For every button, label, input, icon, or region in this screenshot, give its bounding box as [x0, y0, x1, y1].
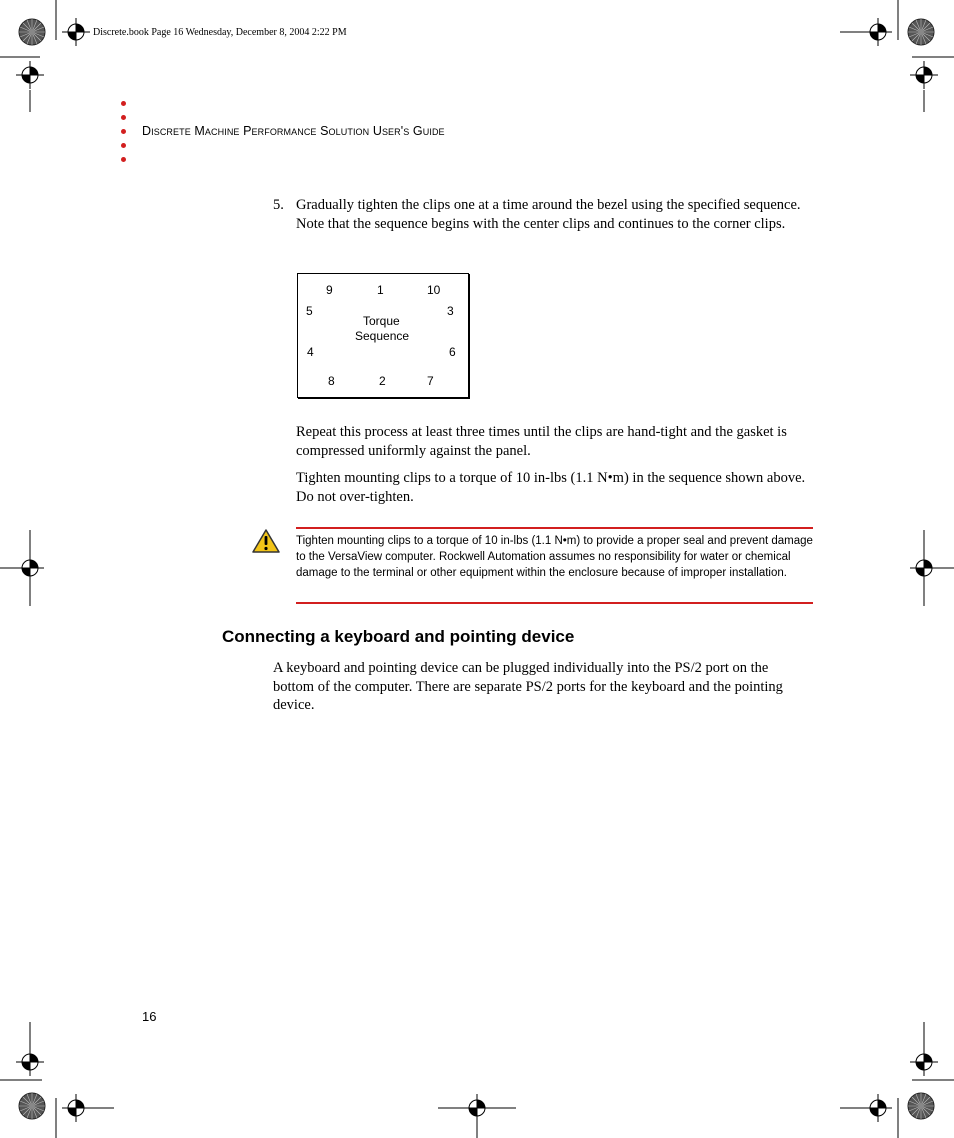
section-body: A keyboard and pointing device can be plugged individually into the PS/2 port on the bottom of the computer. There are separate PS/2 ports for the keyboard and the pointing device. [273, 660, 783, 713]
header-bullet [121, 115, 126, 120]
step-text: Gradually tighten the clips one at a time around the bezel using the specified sequence. Note that the sequence begins with the center clips and continues to the corner clips. [296, 197, 801, 232]
registration-sun-icon [908, 1093, 934, 1119]
registration-mark-icon [463, 1094, 491, 1122]
header-bullet [121, 143, 126, 148]
registration-mark-icon [16, 554, 44, 582]
warning-triangle-icon [252, 528, 280, 554]
clip-position-1: 1 [377, 283, 384, 297]
section-heading: Connecting a keyboard and pointing device [222, 627, 575, 646]
clip-position-5: 5 [306, 304, 313, 318]
clip-position-10: 10 [427, 283, 441, 297]
registration-mark-icon [910, 61, 938, 89]
clip-position-8: 8 [328, 374, 335, 388]
page-number: 16 [142, 1009, 157, 1024]
running-header: Discrete Machine Performance Solution User's Guide [142, 124, 445, 138]
clip-position-2: 2 [379, 374, 386, 388]
registration-mark-icon [864, 1094, 892, 1122]
clip-position-7: 7 [427, 374, 434, 388]
clip-position-4: 4 [307, 345, 314, 359]
print-slug: Discrete.book Page 16 Wednesday, December 8, 2004 2:22 PM [93, 27, 347, 38]
clip-position-3: 3 [447, 304, 454, 318]
step-item [273, 196, 803, 233]
registration-mark-icon [16, 1048, 44, 1076]
registration-mark-icon [910, 554, 938, 582]
registration-mark-icon [864, 18, 892, 46]
registration-mark-icon [910, 1048, 938, 1076]
torque-sequence-diagram [297, 273, 469, 398]
header-bullet [121, 129, 126, 134]
registration-sun-icon [19, 1093, 45, 1119]
registration-mark-icon [62, 18, 90, 46]
header-bullet [121, 157, 126, 162]
registration-sun-icon [19, 19, 45, 45]
body-paragraph: Repeat this process at least three times until the clips are hand-tight and the gasket is compressed uniformly against the panel. [296, 424, 787, 459]
header-bullet [121, 101, 126, 106]
registration-mark-icon [62, 1094, 90, 1122]
torque-label-line2: Sequence [355, 329, 410, 343]
registration-mark-icon [16, 61, 44, 89]
warning-text: Tighten mounting clips to a torque of 10 in-lbs (1.1 N•m) to provide a proper seal and prevent damage to the VersaView computer. Rockwell Automation assumes no responsibility for water or chemical damage to the terminal or other equipment within the enclosure because of improper installation. [296, 535, 813, 579]
torque-label-line1: Torque [363, 314, 400, 328]
registration-sun-icon [908, 19, 934, 45]
clip-position-9: 9 [326, 283, 333, 297]
clip-position-6: 6 [449, 345, 456, 359]
warning-box [296, 527, 813, 604]
body-paragraph: Tighten mounting clips to a torque of 10 in-lbs (1.1 N•m) in the sequence shown above. Do not over-tighten. [296, 470, 806, 505]
step-number: 5. [273, 197, 284, 213]
